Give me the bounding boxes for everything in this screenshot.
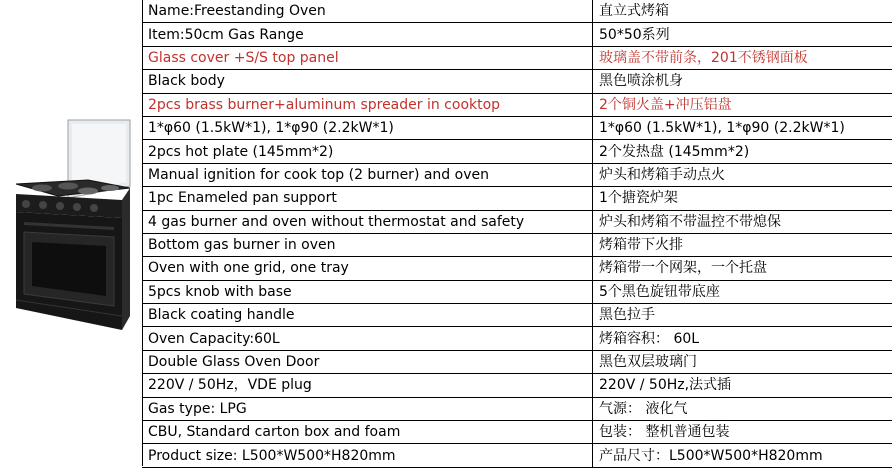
spec-english: 2pcs hot plate (145mm*2) — [142, 140, 593, 163]
spec-english: Oven with one grid, one tray — [142, 257, 593, 280]
spec-chinese: 气源： 液化气 — [593, 397, 892, 420]
table-row — [142, 397, 892, 420]
spec-english: Double Glass Oven Door — [142, 350, 593, 373]
spec-english: Glass cover +S/S top panel — [142, 46, 593, 69]
spec-chinese: 玻璃盖不带前条，201不锈钢面板 — [593, 46, 892, 69]
spec-english: Black body — [142, 70, 593, 93]
spec-chinese: 烤箱带下火排 — [593, 233, 892, 256]
spec-english: 1*φ60 (1.5kW*1), 1*φ90 (2.2kW*1) — [142, 116, 593, 139]
spec-chinese: 直立式烤箱 — [593, 0, 892, 23]
spec-english: Item:50cm Gas Range — [142, 23, 593, 46]
table-row — [142, 350, 892, 373]
spec-english: 2pcs brass burner+aluminum spreader in cooktop — [142, 93, 593, 116]
table-row — [142, 116, 892, 139]
spec-chinese: 烤箱容积： 60L — [593, 327, 892, 350]
spec-english: 5pcs knob with base — [142, 280, 593, 303]
spec-english: Gas type: LPG — [142, 397, 593, 420]
spec-chinese: 黑色双层玻璃门 — [593, 350, 892, 373]
table-row — [142, 93, 892, 116]
spec-english: 220V / 50Hz，VDE plug — [142, 374, 593, 397]
spec-chinese: 220V / 50Hz,法式插 — [593, 374, 892, 397]
spec-chinese: 包装： 整机普通包装 — [593, 421, 892, 444]
spec-chinese: 黑色喷涂机身 — [593, 70, 892, 93]
table-row — [142, 374, 892, 397]
table-row — [142, 23, 892, 46]
spec-chinese: 1个搪瓷炉架 — [593, 187, 892, 210]
spec-chinese: 炉头和烤箱不带温控不带熄保 — [593, 210, 892, 233]
product-image-cell — [0, 0, 143, 466]
spec-chinese: 2个发热盘 (145mm*2) — [593, 140, 892, 163]
spec-english: Black coating handle — [142, 304, 593, 327]
table-row — [142, 0, 892, 23]
spec-chinese: 烤箱带一个网架，一个托盘 — [593, 257, 892, 280]
spec-chinese: 炉头和烤箱手动点火 — [593, 163, 892, 186]
spec-chinese: 1*φ60 (1.5kW*1), 1*φ90 (2.2kW*1) — [593, 116, 892, 139]
table-row — [142, 257, 892, 280]
spec-table — [142, 0, 892, 468]
spec-chinese: 50*50系列 — [593, 23, 892, 46]
spec-chinese: 黑色拉手 — [593, 304, 892, 327]
spec-english: CBU, Standard carton box and foam — [142, 421, 593, 444]
spec-english: 1pc Enameled pan support — [142, 187, 593, 210]
spec-english: Bottom gas burner in oven — [142, 233, 593, 256]
table-row — [142, 210, 892, 233]
spec-chinese: 产品尺寸：L500*W500*H820mm — [593, 444, 892, 467]
table-row — [142, 46, 892, 69]
table-row — [142, 304, 892, 327]
spec-english: 4 gas burner and oven without thermostat and safety — [142, 210, 593, 233]
table-row — [142, 327, 892, 350]
spec-english: Product size: L500*W500*H820mm — [142, 444, 593, 467]
oven-product-image — [10, 118, 135, 333]
table-row — [142, 70, 892, 93]
spec-english: Manual ignition for cook top (2 burner) and oven — [142, 163, 593, 186]
table-row — [142, 280, 892, 303]
table-row — [142, 421, 892, 444]
table-row — [142, 233, 892, 256]
spec-english: Name:Freestanding Oven — [142, 0, 593, 23]
spec-chinese: 2个铜火盖+冲压铝盘 — [593, 93, 892, 116]
table-row — [142, 140, 892, 163]
spec-english: Oven Capacity:60L — [142, 327, 593, 350]
table-row — [142, 187, 892, 210]
spec-chinese: 5个黑色旋钮带底座 — [593, 280, 892, 303]
table-row — [142, 163, 892, 186]
table-row — [142, 444, 892, 467]
